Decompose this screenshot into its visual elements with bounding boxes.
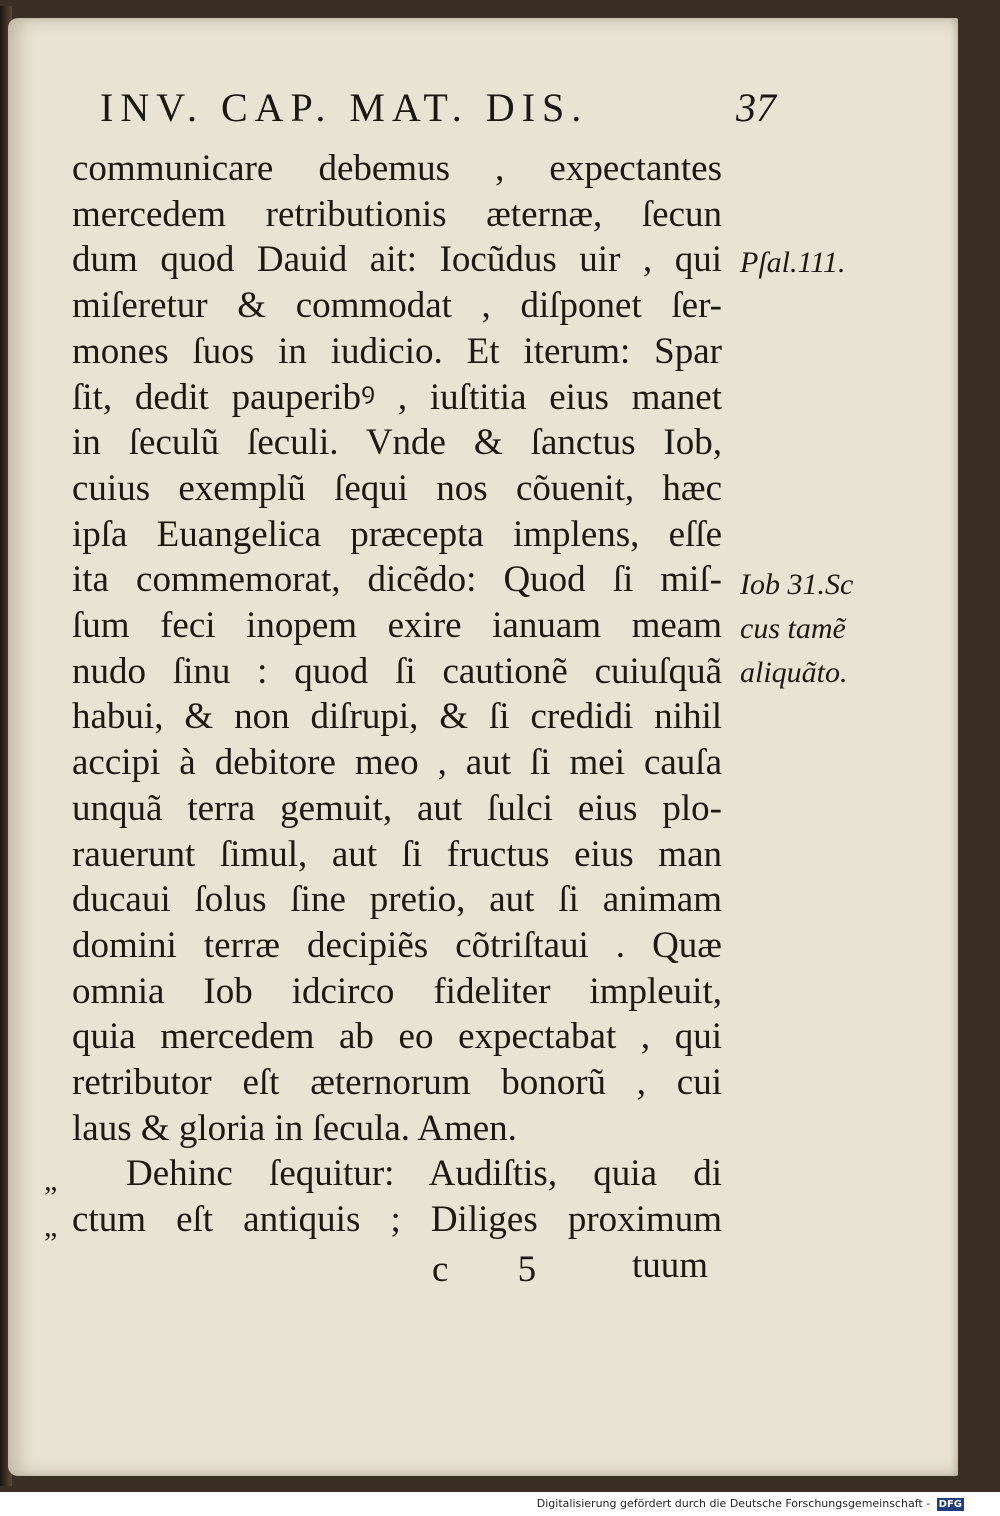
catchword: tuum [632, 1245, 709, 1286]
text-line: Dehinc ſequitur: Audiſtis, quia di [126, 1153, 722, 1195]
text-line: cuius exemplũ ſequi nos cõuenit, hæc [72, 467, 722, 509]
text-line: ſum feci inopem exire ianuam meam [72, 605, 722, 647]
quotation-mark: „ [44, 1210, 58, 1243]
margin-note-job: aliquãto. [740, 656, 848, 689]
text-line: habui, & non diſrupi, & ſi credidi nihil [72, 696, 722, 738]
funding-credit [537, 1497, 964, 1511]
text-line: communicare debemus , expectantes [72, 148, 722, 189]
quotation-mark: „ [44, 1164, 58, 1197]
text-line: mercedem retributionis æternæ, ſecun [72, 193, 722, 235]
signature-mark: c 5 [432, 1249, 567, 1290]
text-line: ita commemorat, dicẽdo: Quod ſi miſ- [72, 559, 722, 601]
text-line: quia mercedem ab eo expectabat , qui [72, 1016, 722, 1058]
text-line: ipſa Euangelica præcepta implens, eſſe [72, 513, 722, 555]
margin-note-job: Iob 31.Sc [740, 568, 854, 601]
text-line: unquã terra gemuit, aut ſulci eius plo- [72, 787, 722, 829]
text-line: retributor eſt æternorum bonorũ , cui [72, 1062, 722, 1104]
text-line: mones ſuos in iudicio. Et iterum: Spar [72, 330, 722, 372]
text-line: nudo ſinu : quod ſi cautionẽ cuiuſquã [72, 650, 722, 692]
dfg-logo: DFG [938, 1499, 962, 1510]
text-line: in ſeculũ ſeculi. Vnde & ſanctus Iob, [72, 422, 722, 464]
running-head: INV. CAP. MAT. DIS. [100, 85, 589, 130]
page-number: 37 [736, 85, 776, 130]
margin-note-psalm: Pſal.111. [740, 246, 846, 279]
body-text [72, 146, 722, 1243]
text-line: ctum eſt antiquis ; Diliges proximum [72, 1199, 722, 1241]
text-line: ducaui ſolus ſine pretio, aut ſi animam [72, 879, 722, 921]
text-line: ſit, dedit pauperibꝰ , iuſtitia eius manet [72, 376, 722, 418]
text-line: dum quod Dauid ait: Iocũdus uir , qui [72, 239, 722, 281]
text-line: omnia Iob idcirco fideliter impleuit, [72, 970, 722, 1012]
text-line: miſeretur & commodat , diſponet ſer- [72, 285, 722, 327]
text-line: domini terræ decipiẽs cõtriſtaui . Quæ [72, 924, 722, 966]
funding-credit-text: Digitalisierung gefördert durch die Deutsche Forschungsgemeinschaft - [536, 1497, 931, 1510]
text-line: accipi à debitore meo , aut ſi mei cauſa [72, 742, 722, 784]
text-line: laus & gloria in ſecula. Amen. [72, 1107, 517, 1149]
text-line: rauerunt ſimul, aut ſi fructus eius man [72, 833, 722, 875]
margin-note-job: cus tamẽ [740, 612, 846, 645]
